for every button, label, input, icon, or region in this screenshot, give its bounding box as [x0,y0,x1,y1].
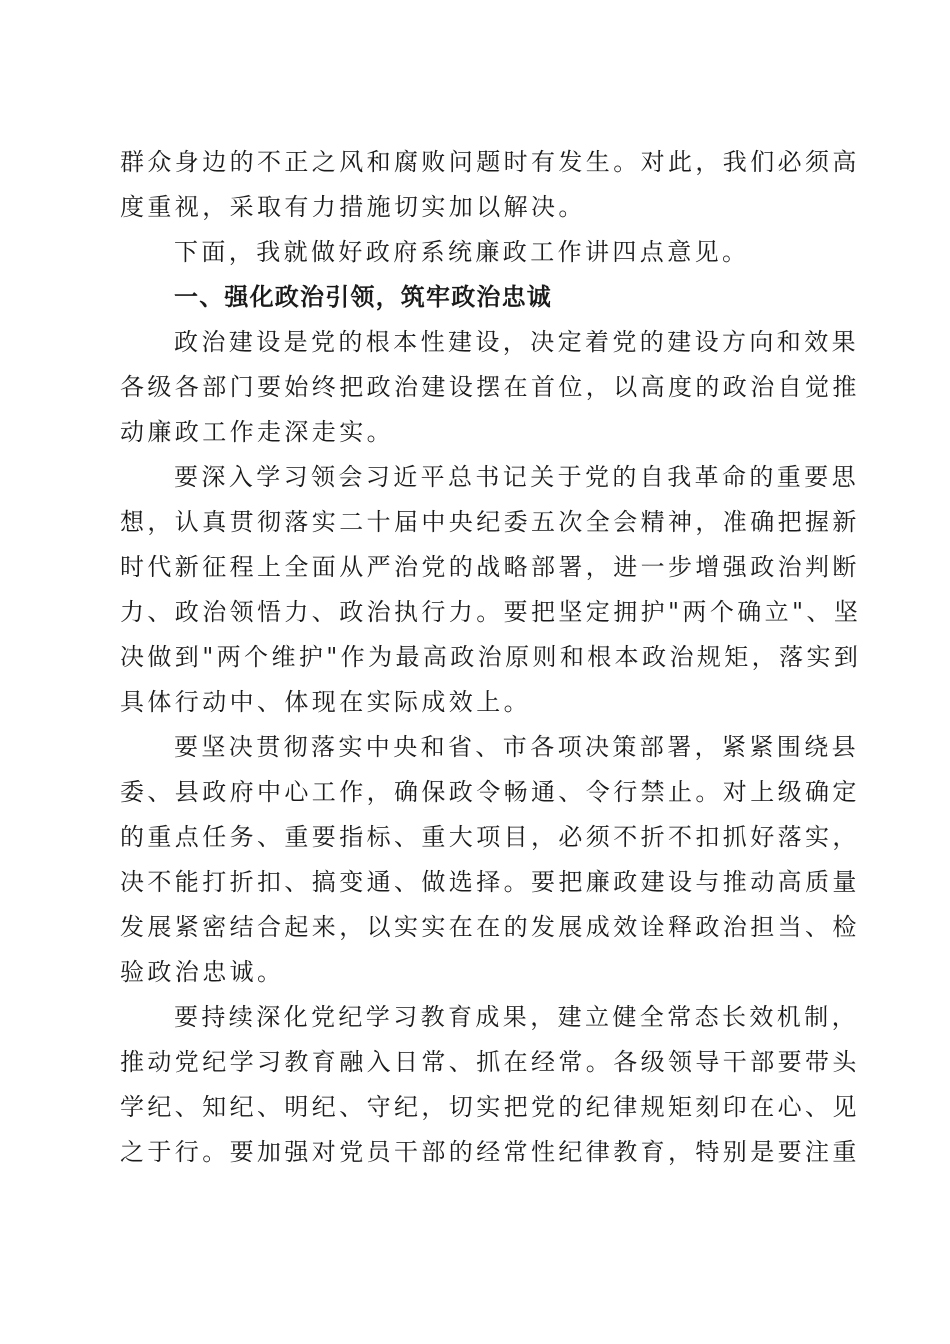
text-line: 要坚决贯彻落实中央和省、市各项决策部署，紧紧围绕县 [174,733,859,761]
document-body [120,140,862,1175]
text-line: 度重视，采取有力措施切实加以解决。 [120,193,586,221]
text-line: 要深入学习领会习近平总书记关于党的自我革命的重要思 [174,463,859,491]
text-line: 具体行动中、体现在实际成效上。 [120,688,531,716]
text-line: 委、县政府中心工作，确保政令畅通、令行禁止。对上级确定 [120,778,860,806]
text-line: 发展紧密结合起来，以实实在在的发展成效诠释政治担当、检 [120,913,860,941]
text-line: 验政治忠诚。 [120,958,285,986]
text-line: 群众身边的不正之风和腐败问题时有发生。对此，我们必须高 [120,148,860,176]
text-line: 之于行。要加强对党员干部的经常性纪律教育，特别是要注重 [120,1138,860,1166]
text-line: 学纪、知纪、明纪、守纪，切实把党的纪律规矩刻印在心、见 [120,1093,860,1121]
text-line: 的重点任务、重要指标、重大项目，必须不折不扣抓好落实， [120,823,860,851]
text-line: 决不能打折扣、搞变通、做选择。要把廉政建设与推动高质量 [120,868,860,896]
text-line: 下面，我就做好政府系统廉政工作讲四点意见。 [174,238,750,266]
text-line: 时代新征程上全面从严治党的战略部署，进一步增强政治判断 [120,553,860,581]
section-heading: 一、强化政治引领，筑牢政治忠诚 [174,283,552,311]
text-line: 想，认真贯彻落实二十届中央纪委五次全会精神，准确把握新 [120,508,860,536]
text-line: 要持续深化党纪学习教育成果，建立健全常态长效机制， [174,1003,859,1031]
text-line: 动廉政工作走深走实。 [120,418,394,446]
text-line: 政治建设是党的根本性建设，决定着党的建设方向和效果 [174,328,859,356]
text-line: 力、政治领悟力、政治执行力。要把坚定拥护"两个确立"、坚 [120,598,862,626]
text-line: 决做到"两个维护"作为最高政治原则和根本政治规矩，落实到 [120,643,862,671]
text-line: 各级各部门要始终把政治建设摆在首位，以高度的政治自觉推 [120,373,860,401]
text-line: 推动党纪学习教育融入日常、抓在经常。各级领导干部要带头 [120,1048,860,1076]
